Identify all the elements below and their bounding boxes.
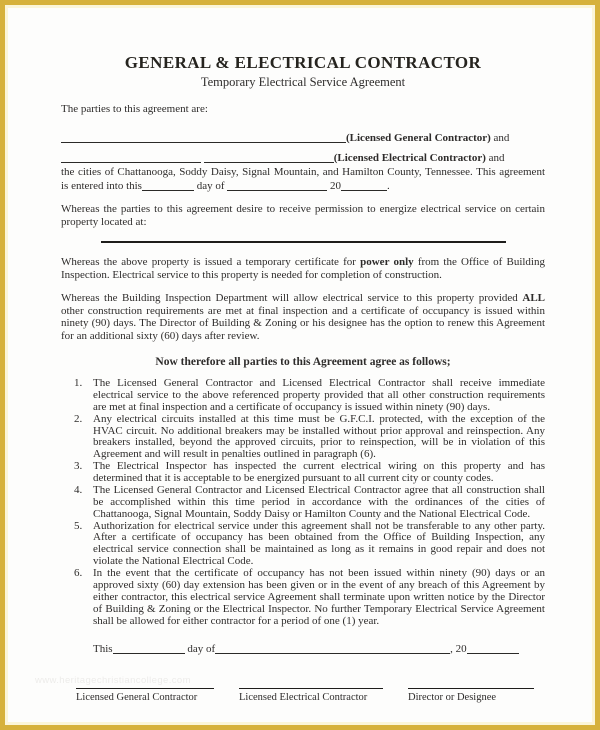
electrical-contractor-fill-line: (Licensed Electrical Contractor) and	[61, 151, 545, 165]
page-title: GENERAL & ELECTRICAL CONTRACTOR	[124, 53, 482, 72]
agreement-item-6: In the event that the certificate of occupancy has not been issued within ninety (90) days or an approved sixty (60) day extension has been given or in the event of any breach of this Agreement by either contractor, this electrical service Agreement shall terminate upon written notice by the Director of Building & Zoning or the Electrical Inspector. No further Temporary Electrical Service Agreement shall be allowed for either contractor for a period of one (1) year.	[93, 567, 545, 627]
signature-line	[408, 688, 534, 704]
signature-line	[76, 688, 214, 704]
execution-date-fill-line: This day of , 20	[93, 642, 545, 656]
fill-in-blank	[61, 131, 346, 143]
signature-label: Licensed Electrical Contractor	[239, 692, 368, 704]
page-subtitle: Temporary Electrical Service Agreement	[200, 75, 406, 89]
fill-in-blank	[215, 642, 450, 654]
whereas-power-only-paragraph: Whereas the above property is issued a temporary certificate for power only from the Office of Building Inspection. Electrical service to this property is needed for completion of construction.	[61, 256, 545, 281]
watermark-text: www.heritagechristiancollege.com	[35, 675, 191, 686]
signature-label: Director or Designee	[408, 692, 497, 704]
signature-electrical-contractor	[239, 688, 383, 704]
signature-line	[239, 688, 383, 704]
agreement-item-5: Authorization for electrical service under this agreement shall not be transferable to any other party. After a certificate of occupancy has been obtained from the Office of Building Inspection, any electrical service connection shall be maintained as long as it remains in good repair and does not violate the National Electrical Code.	[93, 519, 545, 568]
fill-in-blank	[113, 642, 185, 654]
agreement-heading: Now therefore all parties to this Agreement agree as follows;	[155, 355, 451, 368]
signature-label: Licensed General Contractor	[76, 692, 198, 704]
signature-row	[76, 688, 545, 704]
agreement-item-1: The Licensed General Contractor and Licensed Electrical Contractor shall receive immediate electrical service to the above referenced property provided that all other construction requirements are met at final inspection and a certificate of occupancy is issued within ninety (90) days.	[93, 377, 545, 413]
agreement-item-2: Any electrical circuits installed at this time must be G.F.C.I. protected, with the exception of the HVAC circuit. No additional breakers may be installed without prior approval and reinspection. Any breakers installed, beyond the approved circuits, prior to reinspection, will be in violation of this Agreement and will result in penalties outlined in paragraph (6).	[93, 412, 545, 461]
general-contractor-fill-line: (Licensed General Contractor) and	[61, 131, 545, 145]
fill-in-blank	[227, 179, 327, 191]
agreement-item-3: The Electrical Inspector has inspected the current electrical wiring on this property and has determined that it is acceptable to be energized pursuant to all current city or county codes.	[93, 460, 545, 485]
agreement-items-list	[61, 378, 545, 627]
fill-in-blank	[142, 179, 194, 191]
parties-intro-text: The parties to this agreement are:	[61, 103, 208, 115]
fill-in-blank	[341, 179, 387, 191]
fill-in-blank	[204, 151, 334, 163]
agreement-item-4: The Licensed General Contractor and Licensed Electrical Contractor agree that all construction shall be accomplished within this time period in accordance with the ordinances of the cities of Chattanooga, Signal Mountain, Soddy Daisy or Hamilton County and the National Electrical Code.	[93, 483, 545, 520]
whereas-building-inspection-paragraph: Whereas the Building Inspection Department will allow electrical service to this property provided ALL other construction requirements are met at final inspection and a certificate of occupancy is issued within ninety (90) days. The Director of Building & Zoning or his designee has the option to renew this Agreement for an additional sixty (60) days after review.	[61, 291, 545, 342]
whereas-property-paragraph: Whereas the parties to this agreement desire to receive permission to energize electrical service on certain property located at:	[61, 202, 545, 228]
fill-in-blank	[61, 151, 201, 163]
signature-general-contractor	[76, 688, 214, 704]
signature-director-designee	[408, 688, 534, 704]
property-address-blank-line	[101, 241, 506, 243]
cities-paragraph: the cities of Chattanooga, Soddy Daisy, Signal Mountain, and Hamilton County, Tennessee. This agreement is entered into this day of 20 .	[61, 166, 545, 192]
fill-in-blank	[467, 642, 519, 654]
document-page	[5, 5, 595, 725]
